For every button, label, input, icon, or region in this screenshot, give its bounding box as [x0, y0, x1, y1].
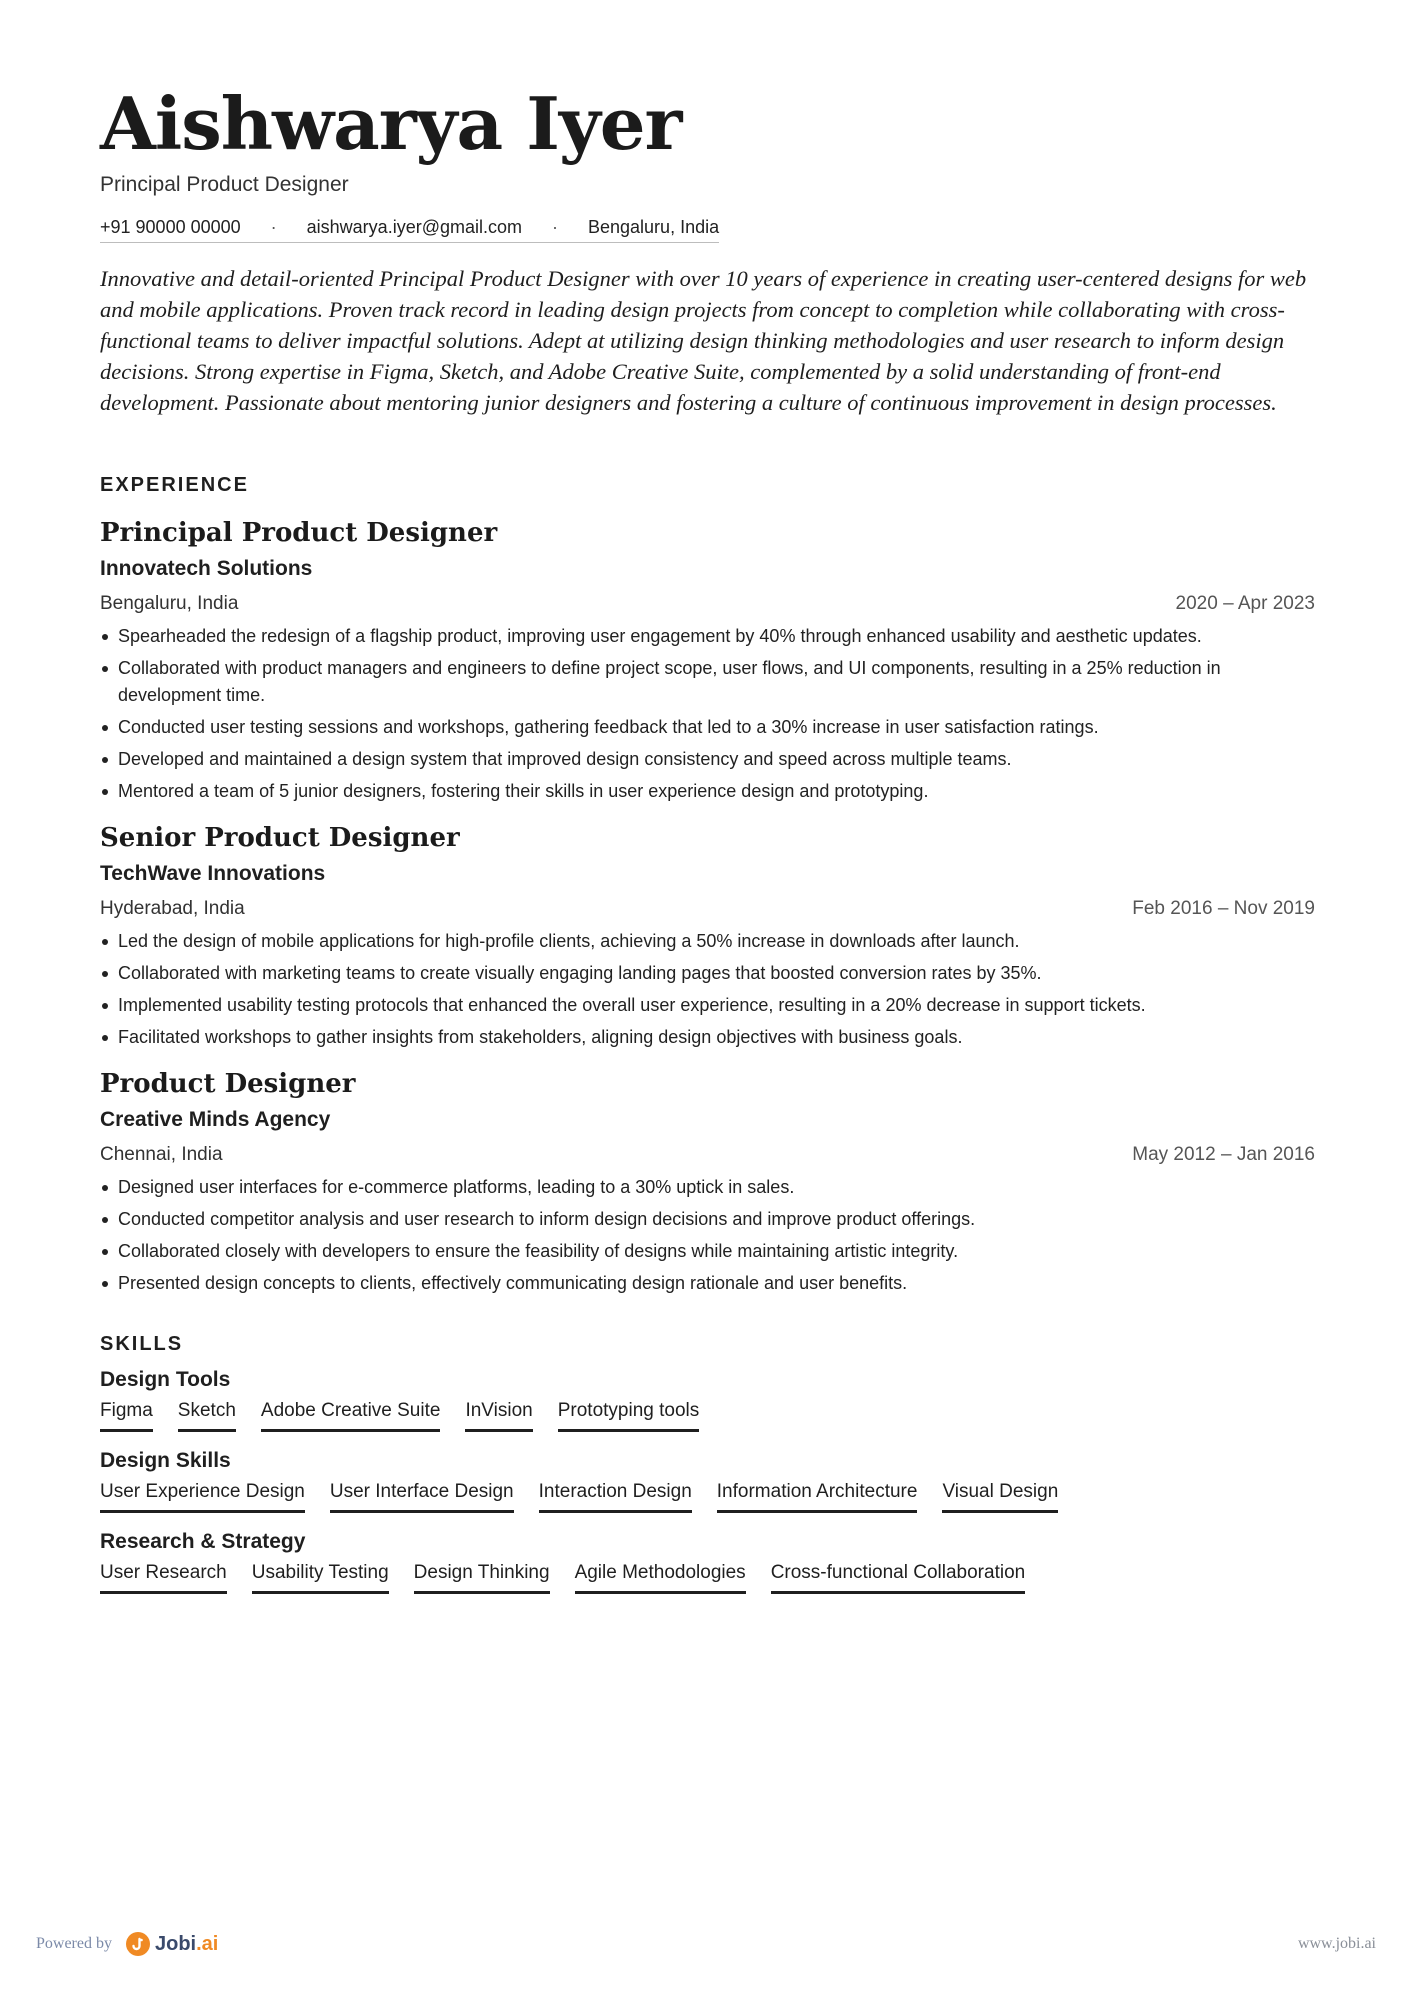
- skill-tag: Interaction Design: [539, 1478, 692, 1513]
- jobi-brand: [155, 1933, 218, 1956]
- job-location: Chennai, India: [100, 1144, 223, 1165]
- skill-tag: User Interface Design: [330, 1478, 514, 1513]
- skill-tag: Sketch: [178, 1397, 236, 1432]
- candidate-name: Aishwarya Iyer: [100, 81, 682, 166]
- powered-by-label: Powered by: [36, 1935, 112, 1952]
- skill-tag: Information Architecture: [717, 1478, 918, 1513]
- job-bullet: Collaborated with marketing teams to create visually engaging landing pages that boosted conversion rates by 35%.: [118, 960, 1315, 987]
- skill-group-title: Research & Strategy: [100, 1530, 306, 1553]
- job-bullet: Presented design concepts to clients, effectively communicating design rationale and user benefits.: [118, 1270, 1315, 1297]
- skill-tag: InVision: [465, 1397, 532, 1432]
- job-bullet: Designed user interfaces for e-commerce platforms, leading to a 30% uptick in sales.: [118, 1174, 1315, 1201]
- job-bullets: [100, 623, 1315, 805]
- job-dates: May 2012 – Jan 2016: [1132, 1144, 1315, 1165]
- job-bullet: Conducted competitor analysis and user research to inform design decisions and improve product offerings.: [118, 1206, 1315, 1233]
- skill-tag: Prototyping tools: [558, 1397, 700, 1432]
- skill-tag: Agile Methodologies: [575, 1559, 746, 1594]
- skill-group: [100, 1527, 1315, 1594]
- job-bullet: Collaborated with product managers and engineers to define project scope, user flows, and UI components, resulting in a 25% reduction in development time.: [118, 655, 1315, 709]
- website-link[interactable]: www.jobi.ai: [1297, 1935, 1376, 1952]
- powered-by-badge[interactable]: [36, 1932, 218, 1956]
- job-dates: 2020 – Apr 2023: [1175, 593, 1315, 614]
- company-name: Innovatech Solutions: [100, 557, 313, 580]
- job-dates: Feb 2016 – Nov 2019: [1132, 898, 1315, 919]
- contact-bar: [100, 216, 719, 243]
- skill-tags: [100, 1559, 1315, 1594]
- jobi-brand-main: Jobi: [154, 1932, 197, 1955]
- skill-tags: [100, 1397, 1315, 1432]
- skill-group: [100, 1365, 1315, 1432]
- company-name: TechWave Innovations: [100, 862, 326, 885]
- skill-tag: Adobe Creative Suite: [261, 1397, 441, 1432]
- job-bullet: Mentored a team of 5 junior designers, fostering their skills in user experience design and prototyping.: [118, 778, 1315, 805]
- skill-tags: [100, 1478, 1315, 1513]
- skill-group: [100, 1446, 1315, 1513]
- job-location: Bengaluru, India: [100, 593, 239, 614]
- job-meta-row: [100, 589, 1315, 619]
- job-bullet: Led the design of mobile applications for high-profile clients, achieving a 50% increase in downloads after launch.: [118, 928, 1315, 955]
- skill-tag: Design Thinking: [414, 1559, 550, 1594]
- job-bullet: Developed and maintained a design system that improved design consistency and speed across multiple teams.: [118, 746, 1315, 773]
- job-bullet: Conducted user testing sessions and workshops, gathering feedback that led to a 30% increase in user satisfaction ratings.: [118, 714, 1315, 741]
- job-entry: [100, 1065, 1315, 1297]
- company-name: Creative Minds Agency: [100, 1108, 331, 1131]
- job-bullet: Collaborated closely with developers to ensure the feasibility of designs while maintaining artistic integrity.: [118, 1238, 1315, 1265]
- skills-list: [100, 1365, 1315, 1594]
- job-meta-row: [100, 894, 1315, 924]
- skill-tag: Cross-functional Collaboration: [771, 1559, 1026, 1594]
- contact-separator: ·: [552, 217, 558, 237]
- skill-tag: Visual Design: [942, 1478, 1058, 1513]
- candidate-role: Principal Product Designer: [100, 173, 349, 196]
- skill-tag: User Research: [100, 1559, 227, 1594]
- contact-email[interactable]: aishwarya.iyer@gmail.com: [306, 217, 522, 237]
- job-bullet: Spearheaded the redesign of a flagship product, improving user engagement by 40% through enhanced usability and aesthetic updates.: [118, 623, 1315, 650]
- experience-list: [100, 514, 1315, 1297]
- jobi-logo-icon: [126, 1932, 150, 1956]
- job-bullets: [100, 928, 1315, 1051]
- skill-tag: Figma: [100, 1397, 153, 1432]
- skill-group-title: Design Tools: [100, 1368, 231, 1391]
- job-bullets: [100, 1174, 1315, 1297]
- job-title: Principal Product Designer: [100, 518, 498, 548]
- contact-separator: ·: [270, 217, 277, 237]
- skills-heading: SKILLS: [100, 1333, 184, 1355]
- profile-summary: Innovative and detail-oriented Principal Product Designer with over 10 years of experience in creating user-centered designs for web and mobile applications. Proven track record in leading design projects from concept to completion while collaborating with cross-functional teams to deliver impactful solutions. Adept at utilizing design thinking methodologies and user research to inform design decisions. Strong expertise in Figma, Sketch, and Adobe Creative Suite, complemented by a solid understanding of front-end development. Passionate about mentoring junior designers and fostering a culture of continuous improvement in design processes.: [100, 266, 1307, 415]
- jobi-brand-suffix: .ai: [196, 1932, 219, 1955]
- skill-group-title: Design Skills: [100, 1449, 231, 1472]
- contact-phone[interactable]: +91 90000 00000: [100, 217, 241, 237]
- job-bullet: Facilitated workshops to gather insights from stakeholders, aligning design objectives with business goals.: [118, 1024, 1315, 1051]
- job-meta-row: [100, 1140, 1315, 1170]
- job-entry: [100, 514, 1315, 805]
- skill-tag: User Experience Design: [100, 1478, 305, 1513]
- skill-tag: Usability Testing: [252, 1559, 389, 1594]
- job-bullet: Implemented usability testing protocols that enhanced the overall user experience, resulting in a 20% decrease in support tickets.: [118, 992, 1315, 1019]
- job-entry: [100, 819, 1315, 1051]
- job-location: Hyderabad, India: [100, 898, 245, 919]
- job-title: Product Designer: [100, 1069, 356, 1099]
- experience-heading: EXPERIENCE: [100, 474, 249, 496]
- resume-page: [100, 80, 1315, 1594]
- contact-location: Bengaluru, India: [588, 217, 720, 237]
- job-title: Senior Product Designer: [100, 823, 460, 853]
